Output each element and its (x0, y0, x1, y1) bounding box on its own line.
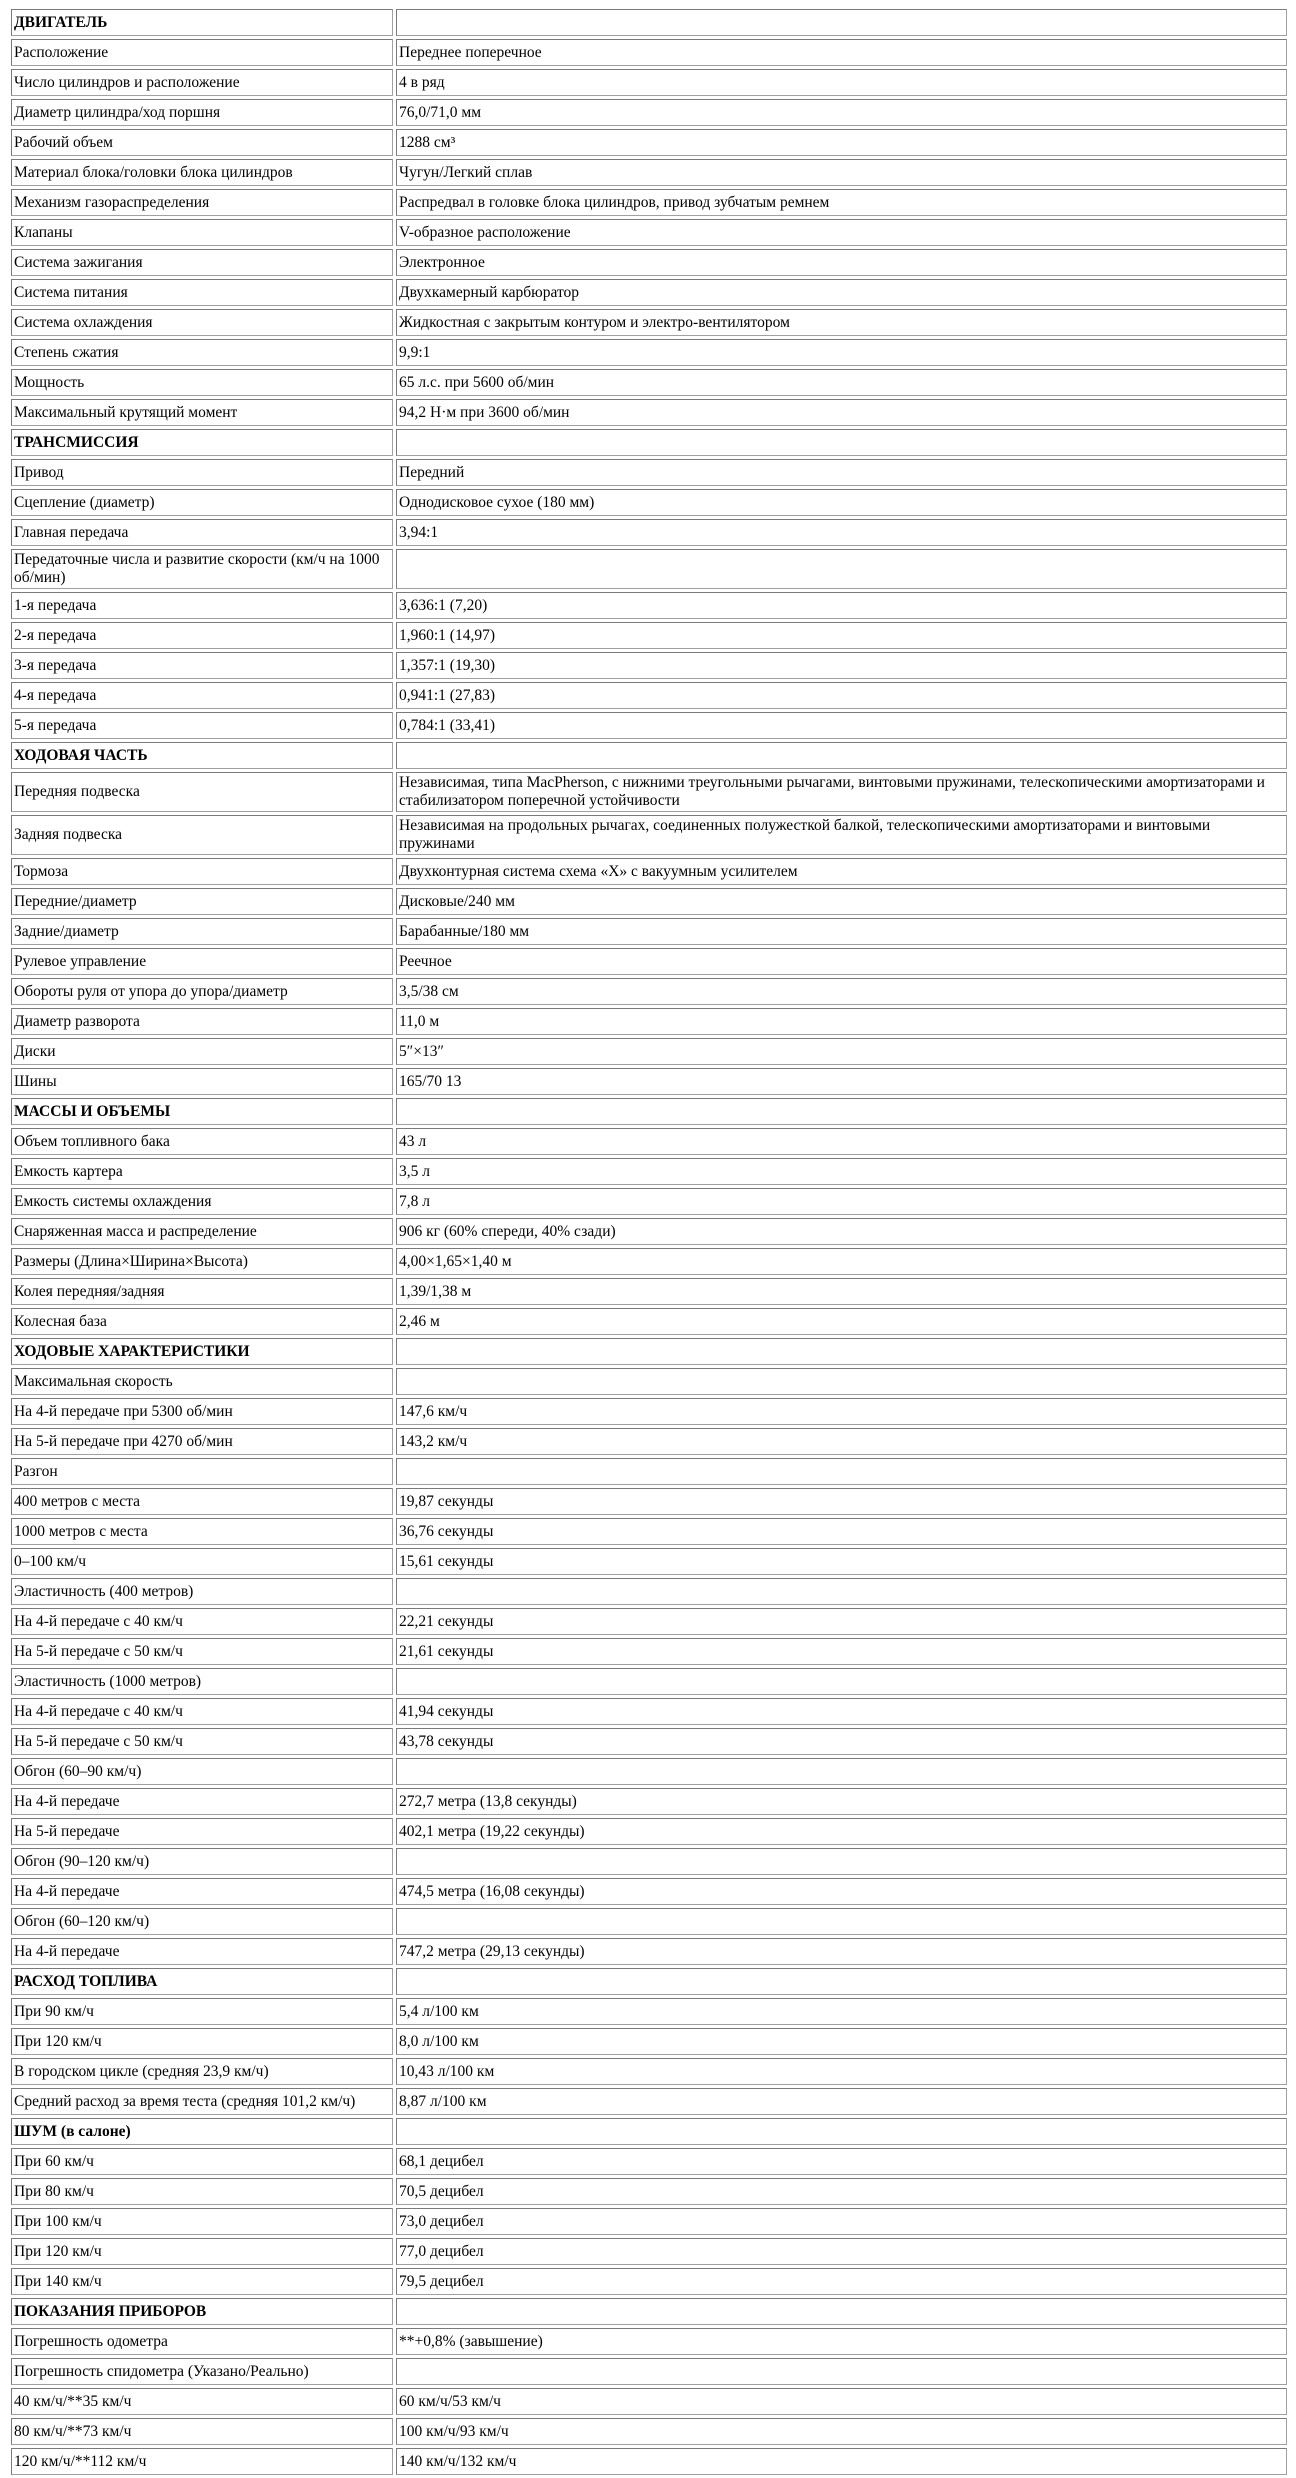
spec-label: При 100 км/ч (11, 2208, 393, 2235)
spec-value (396, 1758, 1287, 1785)
spec-value: Независимая, типа MacPherson, с нижними треугольными рычагами, винтовыми пружинами, телескопическими амортизаторами и стабилизатором поперечной устойчивости (396, 772, 1287, 812)
spec-value: 70,5 децибел (396, 2178, 1287, 2205)
section-header-row (11, 2298, 1287, 2325)
spec-label: 3-я передача (11, 652, 393, 679)
spec-value (396, 549, 1287, 589)
spec-label: На 5-й передаче с 50 км/ч (11, 1728, 393, 1755)
table-row (11, 948, 1287, 975)
table-row (11, 1758, 1287, 1785)
table-row (11, 1638, 1287, 1665)
table-row (11, 189, 1287, 216)
spec-value (396, 2298, 1287, 2325)
spec-value (396, 1338, 1287, 1365)
spec-value: 8,87 л/100 км (396, 2088, 1287, 2115)
spec-value: Передний (396, 459, 1287, 486)
spec-value: 3,5/38 см (396, 978, 1287, 1005)
spec-value: 0,941:1 (27,83) (396, 682, 1287, 709)
spec-label: Система охлаждения (11, 309, 393, 336)
spec-value: Двухконтурная система схема «Х» с вакуумным усилителем (396, 858, 1287, 885)
table-row (11, 682, 1287, 709)
table-row (11, 2268, 1287, 2295)
table-row (11, 399, 1287, 426)
spec-value: 21,61 секунды (396, 1638, 1287, 1665)
spec-value: 2,46 м (396, 1308, 1287, 1335)
spec-value: 165/70 13 (396, 1068, 1287, 1095)
table-row (11, 1818, 1287, 1845)
spec-value: 36,76 секунды (396, 1518, 1287, 1545)
table-row (11, 219, 1287, 246)
spec-value: 4 в ряд (396, 69, 1287, 96)
spec-value: 11,0 м (396, 1008, 1287, 1035)
spec-label: 4-я передача (11, 682, 393, 709)
spec-label: Степень сжатия (11, 339, 393, 366)
table-row (11, 1158, 1287, 1185)
table-row (11, 918, 1287, 945)
table-row (11, 2148, 1287, 2175)
table-row (11, 99, 1287, 126)
spec-label: 400 метров с места (11, 1488, 393, 1515)
spec-label: На 4-й передаче при 5300 об/мин (11, 1398, 393, 1425)
spec-value (396, 1968, 1287, 1995)
spec-value: 4,00×1,65×1,40 м (396, 1248, 1287, 1275)
spec-value: 3,5 л (396, 1158, 1287, 1185)
spec-value: 76,0/71,0 мм (396, 99, 1287, 126)
table-row (11, 309, 1287, 336)
spec-value: Барабанные/180 мм (396, 918, 1287, 945)
spec-value: 474,5 метра (16,08 секунды) (396, 1878, 1287, 1905)
spec-value: **+0,8% (завышение) (396, 2328, 1287, 2355)
table-row (11, 549, 1287, 589)
spec-value: 77,0 децибел (396, 2238, 1287, 2265)
spec-value: 1,39/1,38 м (396, 1278, 1287, 1305)
table-row (11, 1218, 1287, 1245)
spec-label: Диски (11, 1038, 393, 1065)
spec-label: Сцепление (диаметр) (11, 489, 393, 516)
table-row (11, 622, 1287, 649)
spec-label: Рулевое управление (11, 948, 393, 975)
spec-label: Емкость системы охлаждения (11, 1188, 393, 1215)
table-row (11, 1398, 1287, 1425)
table-row (11, 69, 1287, 96)
spec-value (396, 2358, 1287, 2385)
table-row (11, 1368, 1287, 1395)
table-row (11, 1998, 1287, 2025)
spec-label: 80 км/ч/**73 км/ч (11, 2418, 393, 2445)
table-row (11, 652, 1287, 679)
spec-label: При 90 км/ч (11, 1998, 393, 2025)
spec-value: 5,4 л/100 км (396, 1998, 1287, 2025)
spec-label: Объем топливного бака (11, 1128, 393, 1155)
spec-label: Максимальный крутящий момент (11, 399, 393, 426)
table-row (11, 592, 1287, 619)
spec-label: 5-я передача (11, 712, 393, 739)
table-row (11, 1848, 1287, 1875)
section-header-row (11, 1968, 1287, 1995)
section-title: ШУМ (в салоне) (11, 2118, 393, 2145)
spec-label: Передние/диаметр (11, 888, 393, 915)
table-row (11, 858, 1287, 885)
spec-label: Погрешность одометра (11, 2328, 393, 2355)
spec-value (396, 1848, 1287, 1875)
spec-value: 73,0 децибел (396, 2208, 1287, 2235)
spec-label: Материал блока/головки блока цилиндров (11, 159, 393, 186)
table-row (11, 489, 1287, 516)
spec-label: Передняя подвеска (11, 772, 393, 812)
spec-value: V-образное расположение (396, 219, 1287, 246)
spec-value: Распредвал в головке блока цилиндров, привод зубчатым ремнем (396, 189, 1287, 216)
spec-label: Максимальная скорость (11, 1368, 393, 1395)
table-row (11, 1128, 1287, 1155)
spec-label: Диаметр разворота (11, 1008, 393, 1035)
spec-value: 60 км/ч/53 км/ч (396, 2388, 1287, 2415)
spec-value (396, 1458, 1287, 1485)
spec-label: 2-я передача (11, 622, 393, 649)
spec-value: 43,78 секунды (396, 1728, 1287, 1755)
table-row (11, 2088, 1287, 2115)
spec-label: При 80 км/ч (11, 2178, 393, 2205)
spec-label: Эластичность (1000 метров) (11, 1668, 393, 1695)
table-row (11, 2178, 1287, 2205)
spec-label: На 5-й передаче при 4270 об/мин (11, 1428, 393, 1455)
spec-label: Обгон (60–120 км/ч) (11, 1908, 393, 1935)
spec-label: Мощность (11, 369, 393, 396)
spec-value: 65 л.с. при 5600 об/мин (396, 369, 1287, 396)
table-row (11, 1248, 1287, 1275)
spec-value: Дисковые/240 мм (396, 888, 1287, 915)
section-header-row (11, 429, 1287, 456)
spec-value (396, 1098, 1287, 1125)
spec-label: Система питания (11, 279, 393, 306)
table-row (11, 2058, 1287, 2085)
table-row (11, 1068, 1287, 1095)
table-row (11, 2208, 1287, 2235)
spec-label: 0–100 км/ч (11, 1548, 393, 1575)
spec-value (396, 742, 1287, 769)
table-row (11, 369, 1287, 396)
table-row (11, 519, 1287, 546)
spec-label: Средний расход за время теста (средняя 101,2 км/ч) (11, 2088, 393, 2115)
spec-value: 7,8 л (396, 1188, 1287, 1215)
spec-label: 1000 метров с места (11, 1518, 393, 1545)
spec-value: Двухкамерный карбюратор (396, 279, 1287, 306)
spec-table-body (11, 9, 1287, 2475)
spec-value: 1,357:1 (19,30) (396, 652, 1287, 679)
table-row (11, 339, 1287, 366)
table-row (11, 1428, 1287, 1455)
spec-label: При 140 км/ч (11, 2268, 393, 2295)
section-title: ХОДОВАЯ ЧАСТЬ (11, 742, 393, 769)
section-header-row (11, 742, 1287, 769)
spec-value: 19,87 секунды (396, 1488, 1287, 1515)
spec-label: Система зажигания (11, 249, 393, 276)
spec-value: 1288 см³ (396, 129, 1287, 156)
spec-value: Чугун/Легкий сплав (396, 159, 1287, 186)
spec-value: 3,94:1 (396, 519, 1287, 546)
spec-value: 140 км/ч/132 км/ч (396, 2448, 1287, 2475)
table-row (11, 2358, 1287, 2385)
spec-value (396, 1668, 1287, 1695)
spec-label: Главная передача (11, 519, 393, 546)
spec-label: Колесная база (11, 1308, 393, 1335)
spec-value: Однодисковое сухое (180 мм) (396, 489, 1287, 516)
spec-label: Тормоза (11, 858, 393, 885)
spec-value: Жидкостная с закрытым контуром и электро-вентилятором (396, 309, 1287, 336)
table-row (11, 1458, 1287, 1485)
table-row (11, 1308, 1287, 1335)
spec-value (396, 9, 1287, 36)
spec-value: Независимая на продольных рычагах, соединенных полужесткой балкой, телескопическими амортизаторами и винтовыми пружинами (396, 815, 1287, 855)
spec-label: На 4-й передаче (11, 1788, 393, 1815)
table-row (11, 459, 1287, 486)
spec-value: Реечное (396, 948, 1287, 975)
spec-label: Погрешность спидометра (Указано/Реально) (11, 2358, 393, 2385)
table-row (11, 1578, 1287, 1605)
spec-label: При 120 км/ч (11, 2028, 393, 2055)
spec-value: 41,94 секунды (396, 1698, 1287, 1725)
spec-label: Шины (11, 1068, 393, 1095)
table-row (11, 1278, 1287, 1305)
table-row (11, 1518, 1287, 1545)
spec-label: 40 км/ч/**35 км/ч (11, 2388, 393, 2415)
spec-label: 120 км/ч/**112 км/ч (11, 2448, 393, 2475)
section-header-row (11, 9, 1287, 36)
spec-value: 747,2 метра (29,13 секунды) (396, 1938, 1287, 1965)
table-row (11, 1188, 1287, 1215)
section-title: ПОКАЗАНИЯ ПРИБОРОВ (11, 2298, 393, 2325)
spec-table (8, 6, 1290, 2478)
table-row (11, 2328, 1287, 2355)
spec-label: Размеры (Длина×Ширина×Высота) (11, 1248, 393, 1275)
table-row (11, 279, 1287, 306)
spec-value: 43 л (396, 1128, 1287, 1155)
table-row (11, 1908, 1287, 1935)
section-header-row (11, 2118, 1287, 2145)
table-row (11, 1938, 1287, 1965)
spec-label: На 5-й передаче с 50 км/ч (11, 1638, 393, 1665)
table-row (11, 129, 1287, 156)
spec-value: 5″×13″ (396, 1038, 1287, 1065)
spec-label: Расположение (11, 39, 393, 66)
spec-label: Клапаны (11, 219, 393, 246)
table-row (11, 1878, 1287, 1905)
spec-value: 147,6 км/ч (396, 1398, 1287, 1425)
table-row (11, 1698, 1287, 1725)
table-row (11, 1008, 1287, 1035)
spec-label: Рабочий объем (11, 129, 393, 156)
spec-value: 100 км/ч/93 км/ч (396, 2418, 1287, 2445)
section-title: ДВИГАТЕЛЬ (11, 9, 393, 36)
spec-value: Электронное (396, 249, 1287, 276)
spec-label: Механизм газораспределения (11, 189, 393, 216)
spec-label: При 60 км/ч (11, 2148, 393, 2175)
table-row (11, 249, 1287, 276)
table-row (11, 888, 1287, 915)
table-row (11, 772, 1287, 812)
spec-value (396, 1578, 1287, 1605)
section-header-row (11, 1338, 1287, 1365)
spec-value: 906 кг (60% спереди, 40% сзади) (396, 1218, 1287, 1245)
spec-value: 1,960:1 (14,97) (396, 622, 1287, 649)
spec-label: Число цилиндров и расположение (11, 69, 393, 96)
spec-label: В городском цикле (средняя 23,9 км/ч) (11, 2058, 393, 2085)
spec-label: Обороты руля от упора до упора/диаметр (11, 978, 393, 1005)
spec-value: Переднее поперечное (396, 39, 1287, 66)
spec-label: Колея передняя/задняя (11, 1278, 393, 1305)
spec-value: 79,5 децибел (396, 2268, 1287, 2295)
table-row (11, 978, 1287, 1005)
spec-value: 68,1 децибел (396, 2148, 1287, 2175)
spec-label: На 4-й передаче (11, 1938, 393, 1965)
spec-label: Задние/диаметр (11, 918, 393, 945)
spec-value (396, 1368, 1287, 1395)
table-row (11, 1788, 1287, 1815)
spec-label: Обгон (60–90 км/ч) (11, 1758, 393, 1785)
spec-label: Привод (11, 459, 393, 486)
spec-value (396, 429, 1287, 456)
spec-label: Задняя подвеска (11, 815, 393, 855)
table-row (11, 1488, 1287, 1515)
section-title: РАСХОД ТОПЛИВА (11, 1968, 393, 1995)
table-row (11, 39, 1287, 66)
spec-label: На 4-й передаче (11, 1878, 393, 1905)
spec-value: 22,21 секунды (396, 1608, 1287, 1635)
table-row (11, 1548, 1287, 1575)
spec-value (396, 2118, 1287, 2145)
spec-value: 8,0 л/100 км (396, 2028, 1287, 2055)
table-row (11, 712, 1287, 739)
table-row (11, 2448, 1287, 2475)
spec-value: 402,1 метра (19,22 секунды) (396, 1818, 1287, 1845)
spec-label: Передаточные числа и развитие скорости (км/ч на 1000 об/мин) (11, 549, 393, 589)
spec-label: На 5-й передаче (11, 1818, 393, 1845)
spec-label: На 4-й передаче с 40 км/ч (11, 1608, 393, 1635)
spec-value: 15,61 секунды (396, 1548, 1287, 1575)
spec-label: На 4-й передаче с 40 км/ч (11, 1698, 393, 1725)
spec-label: Снаряженная масса и распределение (11, 1218, 393, 1245)
spec-label: Разгон (11, 1458, 393, 1485)
section-title: ХОДОВЫЕ ХАРАКТЕРИСТИКИ (11, 1338, 393, 1365)
spec-label: 1-я передача (11, 592, 393, 619)
spec-label: Емкость картера (11, 1158, 393, 1185)
spec-label: Диаметр цилиндра/ход поршня (11, 99, 393, 126)
spec-value: 0,784:1 (33,41) (396, 712, 1287, 739)
table-row (11, 815, 1287, 855)
spec-value: 94,2 Н·м при 3600 об/мин (396, 399, 1287, 426)
spec-label: Эластичность (400 метров) (11, 1578, 393, 1605)
spec-value: 272,7 метра (13,8 секунды) (396, 1788, 1287, 1815)
table-row (11, 2028, 1287, 2055)
section-title: МАССЫ И ОБЪЕМЫ (11, 1098, 393, 1125)
table-row (11, 1608, 1287, 1635)
table-row (11, 2238, 1287, 2265)
section-header-row (11, 1098, 1287, 1125)
spec-value (396, 1908, 1287, 1935)
spec-label: При 120 км/ч (11, 2238, 393, 2265)
table-row (11, 1038, 1287, 1065)
spec-value: 143,2 км/ч (396, 1428, 1287, 1455)
spec-value: 10,43 л/100 км (396, 2058, 1287, 2085)
table-row (11, 2418, 1287, 2445)
section-title: ТРАНСМИССИЯ (11, 429, 393, 456)
table-row (11, 2388, 1287, 2415)
spec-value: 9,9:1 (396, 339, 1287, 366)
table-row (11, 1728, 1287, 1755)
spec-label: Обгон (90–120 км/ч) (11, 1848, 393, 1875)
table-row (11, 1668, 1287, 1695)
table-row (11, 159, 1287, 186)
spec-value: 3,636:1 (7,20) (396, 592, 1287, 619)
